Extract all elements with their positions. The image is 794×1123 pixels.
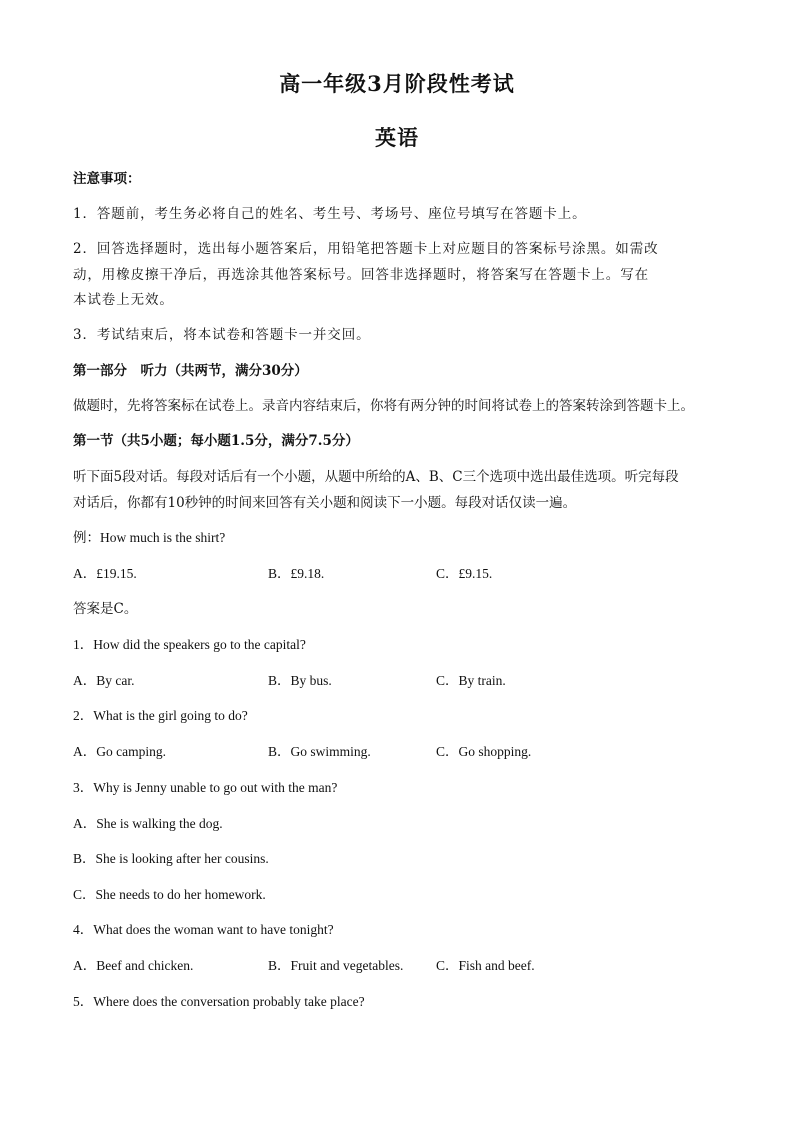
example-question: 例：How much is the shirt?	[73, 530, 226, 545]
example-option-a: A．£19.15.	[73, 566, 137, 581]
notice-heading: 注意事项：	[73, 171, 141, 187]
question-1-option-c: C．By train.	[436, 673, 506, 688]
exam-subject: 英语	[375, 125, 419, 150]
example-answer: 答案是C。	[73, 601, 138, 617]
question-4-option-a: A．Beef and chicken.	[73, 958, 194, 973]
section1-heading: 第一节（共5小题；每小题1.5分，满分7.5分）	[73, 433, 359, 449]
notice-item-2-line-2: 动，用橡皮擦干净后，再选涂其他答案标号。回答非选择题时，将答案写在答题卡上。写在	[73, 267, 649, 283]
question-4-option-c: C．Fish and beef.	[436, 958, 535, 973]
question-5: 5．Where does the conversation probably take place?	[73, 994, 365, 1009]
section1-desc-line-2: 对话后，你都有10秒钟的时间来回答有关小题和阅读下一小题。每段对话仅读一遍。	[73, 495, 577, 511]
question-3: 3．Why is Jenny unable to go out with the man?	[73, 780, 338, 795]
question-4-option-b: B．Fruit and vegetables.	[268, 958, 404, 973]
question-2-option-b: B．Go swimming.	[268, 744, 371, 759]
notice-item-1: 1．答题前，考生务必将自己的姓名、考生号、考场号、座位号填写在答题卡上。	[73, 206, 587, 222]
example-option-b: B．£9.18.	[268, 566, 325, 581]
question-2-option-c: C．Go shopping.	[436, 744, 532, 759]
notice-item-2-line-1: 2．回答选择题时，选出每小题答案后，用铅笔把答题卡上对应题目的答案标号涂黑。如需改	[73, 241, 659, 257]
question-3-option-c: C．She needs to do her homework.	[73, 887, 266, 902]
question-1: 1．How did the speakers go to the capital?	[73, 637, 306, 652]
question-3-option-a: A．She is walking the dog.	[73, 816, 223, 831]
part1-instruction: 做题时，先将答案标在试卷上。录音内容结束后，你将有两分钟的时间将试卷上的答案转涂到答题卡上。	[73, 398, 694, 414]
section1-desc-line-1: 听下面5段对话。每段对话后有一个小题，从题中所给的A、B、C三个选项中选出最佳选项。听完每段	[73, 469, 679, 485]
question-2: 2．What is the girl going to do?	[73, 708, 248, 723]
question-1-option-b: B．By bus.	[268, 673, 332, 688]
notice-item-3: 3．考试结束后，将本试卷和答题卡一并交回。	[73, 327, 371, 343]
question-4: 4．What does the woman want to have tonight?	[73, 922, 334, 937]
question-3-option-b: B．She is looking after her cousins.	[73, 851, 269, 866]
example-option-c: C．£9.15.	[436, 566, 493, 581]
notice-item-2-line-3: 本试卷上无效。	[73, 292, 174, 308]
question-1-option-a: A．By car.	[73, 673, 135, 688]
part1-heading: 第一部分 听力（共两节，满分30分）	[73, 363, 308, 379]
question-2-option-a: A．Go camping.	[73, 744, 166, 759]
exam-title: 高一年级3月阶段性考试	[279, 71, 515, 96]
